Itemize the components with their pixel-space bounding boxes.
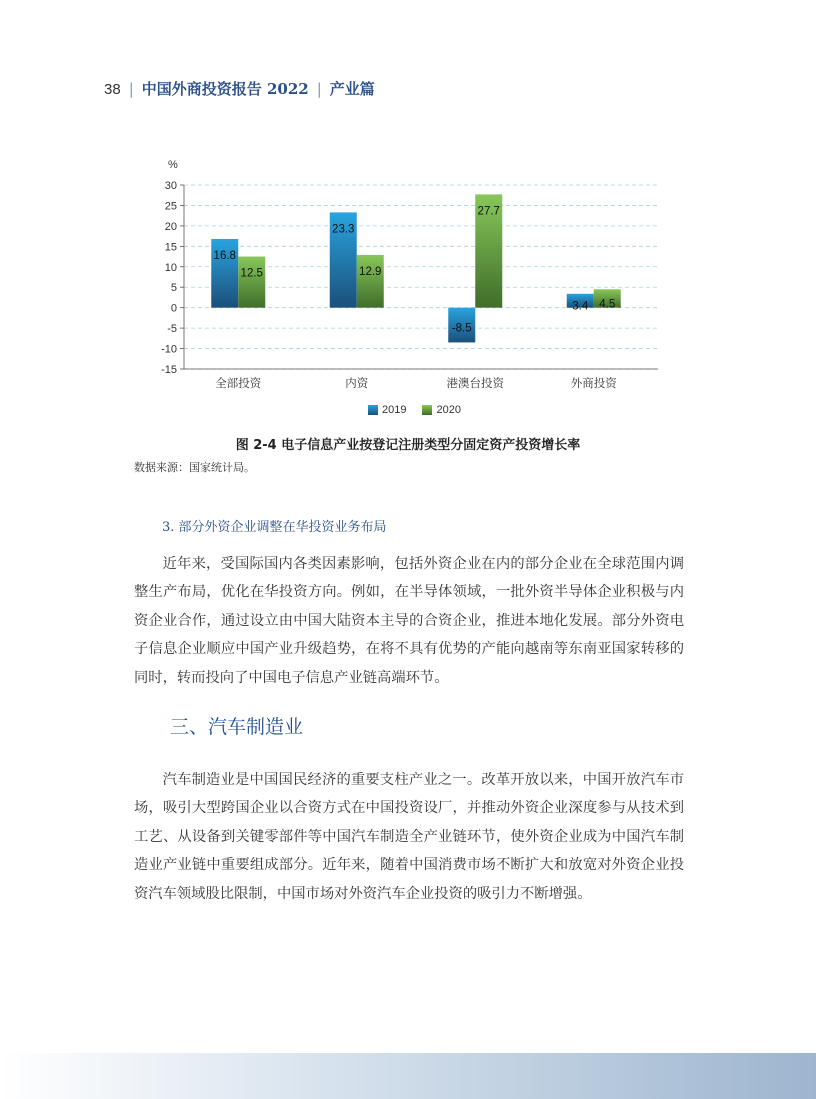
data-label: 12.5 — [240, 267, 263, 280]
y-tick-label: -15 — [161, 364, 177, 376]
y-tick-label: 10 — [164, 261, 177, 274]
y-tick-label: 25 — [164, 200, 177, 213]
subheading: 3. 部分外资企业调整在华投资业务布局 — [162, 520, 387, 535]
legend-label-2019: 2019 — [382, 404, 407, 416]
section-name: 产业篇 — [329, 80, 375, 98]
figure-caption: 图 2-4 电子信息产业按登记注册类型分固定资产投资增长率 — [235, 438, 581, 453]
section-heading: 三、汽车制造业 — [170, 716, 304, 738]
data-label: 4.5 — [599, 298, 616, 311]
legend-item-2020 — [422, 404, 460, 416]
header-divider: | — [316, 80, 322, 98]
page-number: 38 — [104, 81, 121, 98]
y-tick-label: 20 — [164, 220, 177, 233]
data-label: 23.3 — [332, 223, 355, 236]
x-tick-label: 内资 — [345, 376, 369, 390]
footer-gradient-band — [0, 1053, 816, 1099]
y-tick-label: 15 — [164, 241, 177, 254]
data-label: 16.8 — [213, 249, 236, 262]
legend-item-2019 — [368, 404, 406, 416]
x-tick-label: 全部投资 — [215, 376, 262, 390]
data-label: 12.9 — [359, 265, 382, 278]
bar-2020-1 — [357, 255, 384, 308]
x-tick-label: 外商投资 — [570, 376, 617, 390]
x-tick-label: 港澳台投资 — [446, 376, 504, 390]
y-tick-label: -5 — [167, 323, 177, 336]
y-tick-label: -10 — [161, 343, 177, 356]
paragraph-1: 近年来，受国际国内各类因素影响，包括外资企业在内的部分企业在全球范围内调整生产布局，优化在华投资方向。例如，在半导体领域，一批外资半导体企业积极与内资企业合作，通过设立由中国大陆资本主导的合资企业，推进本地化发展。部分外资电子信息企业顺应中国产业升级趋势，在将不具有优势的产能向越南等东南亚国家转移的同时，转而投向了中国电子信息产业链高端环节。 — [134, 556, 684, 686]
chart-legend — [368, 404, 461, 416]
data-source: 数据来源：国家统计局。 — [134, 461, 255, 474]
data-label: 3.4 — [572, 300, 589, 313]
growth-rate-bar-chart — [150, 150, 670, 430]
paragraph-2: 汽车制造业是中国国民经济的重要支柱产业之一。改革开放以来，中国开放汽车市场，吸引大型跨国企业以合资方式在中国投资设厂，并推动外资企业深度参与从技术到工艺、从设备到关键零部件等中国汽车制造全产业链环节，使外资企业成为中国汽车制造业产业链中重要组成部分。近年来，随着中国消费市场不断扩大和放宽对外资企业投资汽车领域股比限制，中国市场对外资汽车企业投资的吸引力不断增强。 — [134, 772, 684, 902]
legend-swatch-2020 — [422, 405, 432, 415]
y-tick-label: 30 — [164, 180, 177, 192]
y-tick-label: 5 — [170, 282, 177, 295]
legend-swatch-2019 — [368, 405, 378, 415]
report-title: 中国外商投资报告 2022 — [141, 80, 309, 98]
legend-label-2020: 2020 — [436, 404, 461, 416]
header-divider: | — [128, 80, 134, 98]
data-label: -8.5 — [451, 322, 472, 335]
y-axis-unit: % — [168, 159, 178, 171]
page-header — [104, 78, 375, 99]
data-label: 27.7 — [477, 205, 500, 218]
bar-2020-0 — [238, 257, 265, 308]
y-tick-label: 0 — [170, 302, 177, 315]
